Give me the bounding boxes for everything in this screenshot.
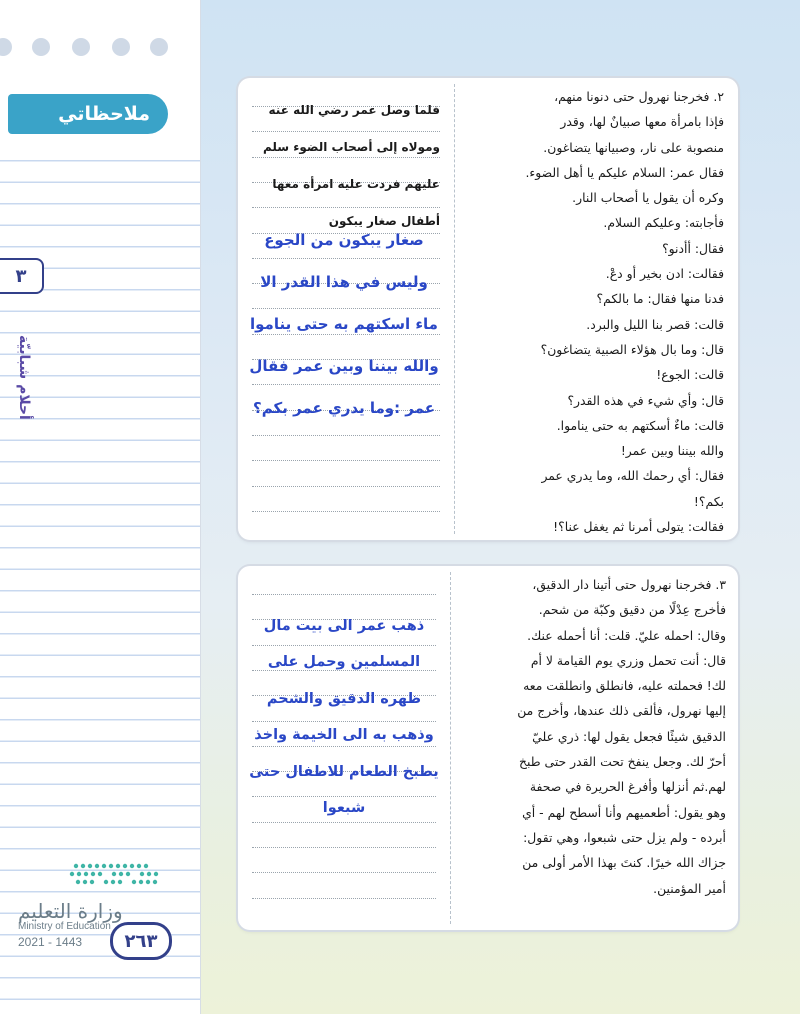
answer-dotted-line bbox=[252, 460, 440, 461]
given-answer-line: ومولاه إلى أصحاب الضوء سلم bbox=[262, 140, 440, 154]
passage-line: فقال: أي رحمك الله، وما يدري عمر bbox=[541, 468, 724, 484]
passage-line: فأخرج عِدْلًا من دقيق وكبّة من شحم. bbox=[538, 602, 726, 618]
notes-tab-label: ملاحظاتي bbox=[58, 103, 150, 125]
passage-line: قال: وما بال هؤلاء الصبية يتضاغون؟ bbox=[540, 341, 724, 357]
ring-holes bbox=[0, 38, 200, 58]
handwritten-line: وذهب به الى الخيمة واخذ bbox=[254, 727, 434, 743]
passage-line: بكم؟! bbox=[693, 493, 724, 509]
passage-line: أحرّ لك. وجعل ينفخ تحت القدر حتى طبخ bbox=[518, 754, 726, 770]
handwritten-line: ماء اسكتهم به حتى يناموا bbox=[250, 315, 438, 333]
passage-line: ٣. فخرجنا نهرول حتى أتينا دار الدقيق، bbox=[532, 577, 726, 592]
handwritten-answer bbox=[244, 600, 444, 834]
passage-line: والله بيننا وبين عمر! bbox=[620, 443, 724, 459]
answer-dotted-line bbox=[252, 486, 440, 487]
story-passage bbox=[462, 84, 724, 539]
passage-line: قال: أنت تحمل وزري يوم القيامة لا أم bbox=[530, 652, 726, 668]
given-answer-line: عليهم فردت عليه امرأة معها bbox=[272, 177, 440, 191]
handwritten-line: عمر :وما يدري عمر بكم؟ bbox=[253, 399, 435, 417]
handwritten-line: يطبخ الطعام للاطفال حتى bbox=[249, 763, 439, 780]
handwritten-answer bbox=[244, 212, 444, 437]
handwritten-line: شبعوا bbox=[322, 800, 366, 816]
answer-dotted-line bbox=[252, 511, 440, 512]
passage-line: قالت: ماءٌ أسكتهم به حتى يناموا. bbox=[556, 417, 724, 433]
answer-dotted-line bbox=[252, 898, 436, 899]
column-divider bbox=[450, 572, 451, 924]
passage-line: فقال عمر: السلام عليكم يا أهل الضوء. bbox=[525, 164, 724, 180]
passage-line: منصوبة على نار، وصبيانها يتضاغون. bbox=[543, 139, 724, 155]
passage-line: وهو يقول: أطعميهم وأنا أسطح لهم - أي bbox=[522, 804, 726, 820]
passage-line: ٢. فخرجنا نهرول حتى دنونا منهم، bbox=[554, 89, 724, 104]
page-number bbox=[110, 922, 172, 960]
exercise-card-3 bbox=[238, 566, 738, 930]
given-answer-line: أطفال صغار يبكون bbox=[328, 214, 440, 228]
ministry-name-english: Ministry of Education bbox=[18, 921, 111, 932]
passage-line: جزاك الله خيرًا. كنتَ بهذا الأمر أولى من bbox=[522, 855, 726, 871]
ministry-logo-icon bbox=[66, 856, 166, 892]
passage-line: الدقيق شيئًا فجعل يقول لها: ذري عليّ bbox=[532, 728, 726, 744]
ring-hole bbox=[72, 38, 90, 56]
edition-year: 2021 - 1443 bbox=[18, 935, 83, 949]
unit-number: ٣ bbox=[15, 265, 27, 287]
passage-line: فإذا بامرأة معها صبيانٌ لها، وقدر bbox=[560, 114, 724, 130]
passage-line: وقال: احمله عليّ. قلت: أنا أحمله عنك. bbox=[527, 627, 726, 643]
ring-hole bbox=[112, 38, 130, 56]
answer-dotted-line bbox=[252, 847, 436, 848]
notes-sidebar bbox=[0, 0, 201, 1014]
passage-line: قالت: قصر بنا الليل والبرد. bbox=[586, 316, 724, 332]
answer-area[interactable] bbox=[244, 572, 444, 922]
page-number-label: ٢٦٣ bbox=[124, 930, 158, 952]
ring-hole bbox=[32, 38, 50, 56]
passage-line: فقالت: يتولى أمرنا ثم يغفل عنا؟! bbox=[553, 519, 724, 535]
passage-line: لهم.ثم أنزلها وأفرغ الحريرة في صحفة bbox=[529, 779, 726, 795]
passage-line: لك! فحملته عليه، فانطلق وانطلقت معه bbox=[523, 678, 726, 694]
ministry-name-arabic: وزارة التعليم bbox=[18, 899, 123, 923]
handwritten-line: والله بيننا وبين عمر فقال bbox=[249, 357, 439, 375]
passage-line: قال: وأي شيء في هذه القدر؟ bbox=[567, 392, 724, 408]
passage-line: قالت: الجوع! bbox=[656, 367, 724, 383]
unit-number-badge bbox=[0, 258, 44, 294]
answer-area[interactable] bbox=[244, 84, 448, 534]
passage-line: فدنا منها فقال: ما بالكم؟ bbox=[596, 291, 724, 307]
column-divider bbox=[454, 84, 455, 534]
passage-line: أمير المؤمنين. bbox=[653, 880, 726, 896]
handwritten-line: المسلمين وحمل على bbox=[267, 654, 421, 670]
ring-hole bbox=[0, 38, 12, 56]
passage-line: فأجابته: وعليكم السلام. bbox=[603, 215, 724, 231]
story-passage bbox=[456, 572, 726, 901]
passage-line: فقال: أأدنو؟ bbox=[662, 240, 724, 256]
exercise-card-2 bbox=[238, 78, 738, 540]
answer-dotted-line bbox=[252, 594, 436, 595]
handwritten-line: ظهره الدقيق والشحم bbox=[266, 690, 422, 707]
handwritten-line: صغار يبكون من الجوع bbox=[264, 231, 424, 249]
passage-line: وكره أن يقول يا أصحاب النار. bbox=[572, 190, 724, 206]
handwritten-line: ذهب عمر الى بيت مال bbox=[263, 617, 425, 634]
notes-tab bbox=[8, 94, 168, 134]
passage-line: إليها نهرول، فألقى ذلك عندها، وأخرج من bbox=[517, 703, 726, 719]
unit-title: أحلام شبابيّة bbox=[16, 334, 32, 420]
handwritten-line: وليس في هذا القدر الا bbox=[260, 273, 428, 291]
passage-line: فقالت: ادن بخير أو دعْ. bbox=[605, 266, 724, 282]
given-answer-line: فلما وصل عمر رضي الله عنه bbox=[268, 103, 440, 117]
passage-line: أبرده - ولم يزل حتى شبعوا، وهي تقول: bbox=[523, 829, 726, 845]
ring-hole bbox=[150, 38, 168, 56]
answer-dotted-line bbox=[252, 872, 436, 873]
